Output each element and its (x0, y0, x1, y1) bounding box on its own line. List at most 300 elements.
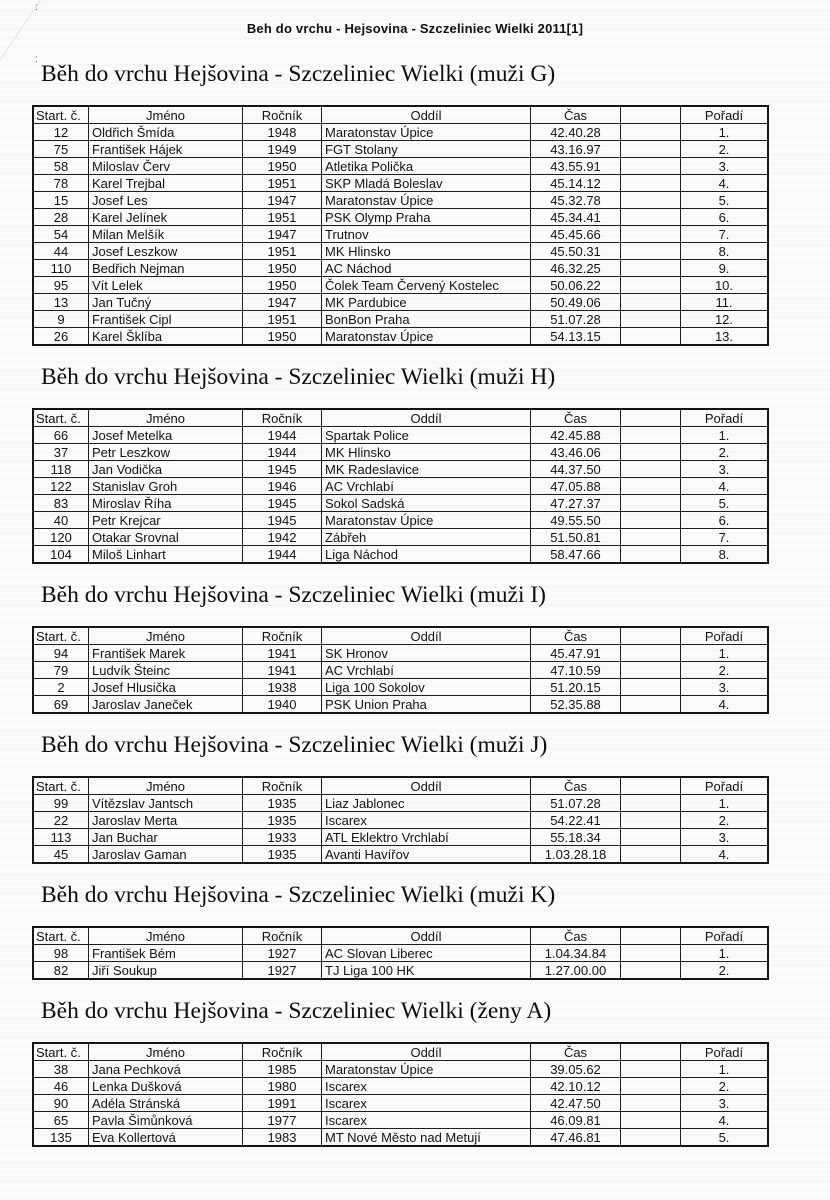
column-header: Čas (531, 777, 621, 795)
table-cell: 1935 (243, 846, 322, 864)
table-cell: 94 (33, 645, 89, 662)
table-cell: Iscarex (322, 1112, 531, 1129)
table-cell: 51.50.81 (531, 529, 621, 546)
table-cell: 42.45.88 (531, 427, 621, 444)
table-cell: 38 (33, 1061, 89, 1078)
table-cell: Adéla Stránská (89, 1095, 243, 1112)
table-cell: 3. (681, 158, 769, 175)
table-cell (621, 328, 681, 346)
table-row (33, 461, 768, 478)
table-cell (621, 1061, 681, 1078)
column-header: Čas (531, 1043, 621, 1061)
table-cell: František Hájek (89, 141, 243, 158)
table-row (33, 175, 768, 192)
table-cell: Miloslav Červ (89, 158, 243, 175)
table-cell: 26 (33, 328, 89, 346)
column-header (621, 927, 681, 945)
table-cell (621, 529, 681, 546)
table-cell: 47.46.81 (531, 1129, 621, 1147)
table-cell: 45.50.31 (531, 243, 621, 260)
table-cell: TJ Liga 100 HK (322, 962, 531, 980)
scan-artifact-mark: : (35, 2, 38, 13)
table-header (33, 106, 768, 124)
section-title: Běh do vrchu Hejšovina - Szczeliniec Wielki (muži G) (41, 61, 556, 87)
table-row (33, 260, 768, 277)
table-row (33, 829, 768, 846)
table-cell (621, 192, 681, 209)
table-cell: 55.18.34 (531, 829, 621, 846)
table-cell (621, 829, 681, 846)
table-cell: 1945 (243, 495, 322, 512)
table-cell: Miloš Linhart (89, 546, 243, 564)
section-muzi-k (32, 880, 830, 980)
table-cell: 8. (681, 243, 769, 260)
table-cell: Karel Trejbal (89, 175, 243, 192)
table-cell: 2. (681, 962, 769, 980)
table-cell: 104 (33, 546, 89, 564)
table-cell: 1948 (243, 124, 322, 141)
table-cell: 99 (33, 795, 89, 812)
table-row (33, 846, 768, 864)
table-cell (621, 1095, 681, 1112)
table-cell: 79 (33, 662, 89, 679)
table-cell (621, 696, 681, 714)
table-cell: SK Hronov (322, 645, 531, 662)
table-cell: 40 (33, 512, 89, 529)
table-cell: 1951 (243, 243, 322, 260)
table-cell: 3. (681, 829, 769, 846)
table-cell: 39.05.62 (531, 1061, 621, 1078)
column-header: Ročník (243, 627, 322, 645)
table-cell: 1.27.00.00 (531, 962, 621, 980)
table-cell: 1991 (243, 1095, 322, 1112)
table-cell: 15 (33, 192, 89, 209)
table-cell: AC Vrchlabí (322, 478, 531, 495)
column-header (621, 409, 681, 427)
column-header: Jméno (89, 106, 243, 124)
table-cell: Trutnov (322, 226, 531, 243)
column-header: Start. č. (33, 627, 89, 645)
table-cell: PSK Union Praha (322, 696, 531, 714)
table-cell: 50.49.06 (531, 294, 621, 311)
table-cell: 54.22.41 (531, 812, 621, 829)
table-cell: Jiří Soukup (89, 962, 243, 980)
section-muzi-j (32, 730, 830, 864)
table-cell: Karel Jelínek (89, 209, 243, 226)
table-cell: 1. (681, 124, 769, 141)
table-cell: AC Vrchlabí (322, 662, 531, 679)
table-cell: 46.09.81 (531, 1112, 621, 1129)
table-cell: 1947 (243, 192, 322, 209)
table-cell: Liga 100 Sokolov (322, 679, 531, 696)
table-cell: 1927 (243, 962, 322, 980)
table-cell (621, 141, 681, 158)
results-table (32, 776, 769, 864)
table-cell: Milan Melšík (89, 226, 243, 243)
table-cell: 1950 (243, 158, 322, 175)
column-header (621, 106, 681, 124)
table-row (33, 311, 768, 328)
table-cell: 1935 (243, 812, 322, 829)
table-cell: Lenka Dušková (89, 1078, 243, 1095)
table-cell: 5. (681, 1129, 769, 1147)
table-cell (621, 546, 681, 564)
table-cell: 1983 (243, 1129, 322, 1147)
table-cell: Jan Tučný (89, 294, 243, 311)
table-cell: Bedřich Nejman (89, 260, 243, 277)
section-muzi-i (32, 580, 830, 714)
table-cell: MK Pardubice (322, 294, 531, 311)
column-header: Pořadí (681, 627, 769, 645)
table-row (33, 226, 768, 243)
table-cell: 45.47.91 (531, 645, 621, 662)
table-cell: 1944 (243, 546, 322, 564)
table-cell: 98 (33, 945, 89, 962)
table-cell: SKP Mladá Boleslav (322, 175, 531, 192)
table-cell: 4. (681, 696, 769, 714)
column-header: Jméno (89, 1043, 243, 1061)
column-header: Start. č. (33, 106, 89, 124)
results-table (32, 408, 769, 564)
table-row (33, 1061, 768, 1078)
column-header: Ročník (243, 106, 322, 124)
table-cell: 7. (681, 226, 769, 243)
table-cell: 47.10.59 (531, 662, 621, 679)
table-row (33, 495, 768, 512)
table-cell: Vítězslav Jantsch (89, 795, 243, 812)
table-cell: František Cipl (89, 311, 243, 328)
column-header: Čas (531, 927, 621, 945)
table-cell: 5. (681, 495, 769, 512)
table-cell: Karel Šklíba (89, 328, 243, 346)
table-cell: 1951 (243, 175, 322, 192)
table-cell: 1945 (243, 512, 322, 529)
table-cell: 9. (681, 260, 769, 277)
column-header: Pořadí (681, 927, 769, 945)
table-cell (621, 124, 681, 141)
table-cell: 2. (681, 662, 769, 679)
table-cell: 50.06.22 (531, 277, 621, 294)
table-row (33, 277, 768, 294)
table-header (33, 777, 768, 795)
table-cell: 6. (681, 512, 769, 529)
table-cell: 1938 (243, 679, 322, 696)
table-cell: 2. (681, 444, 769, 461)
table-cell: 52.35.88 (531, 696, 621, 714)
column-header: Čas (531, 627, 621, 645)
results-table (32, 105, 769, 346)
table-cell: PSK Olymp Praha (322, 209, 531, 226)
table-cell: 58 (33, 158, 89, 175)
table-row (33, 962, 768, 980)
column-header (621, 1043, 681, 1061)
table-cell: Maratonstav Úpice (322, 512, 531, 529)
table-cell: 6. (681, 209, 769, 226)
table-cell (621, 294, 681, 311)
table-cell: 58.47.66 (531, 546, 621, 564)
table-cell (621, 478, 681, 495)
table-cell: 11. (681, 294, 769, 311)
column-header: Ročník (243, 927, 322, 945)
table-row (33, 158, 768, 175)
table-row (33, 679, 768, 696)
table-cell: 113 (33, 829, 89, 846)
column-header: Čas (531, 106, 621, 124)
table-cell: Jan Vodička (89, 461, 243, 478)
column-header: Pořadí (681, 1043, 769, 1061)
column-header: Ročník (243, 409, 322, 427)
table-cell (621, 444, 681, 461)
table-cell (621, 209, 681, 226)
table-cell: 1933 (243, 829, 322, 846)
table-cell (621, 461, 681, 478)
table-row (33, 427, 768, 444)
table-cell (621, 645, 681, 662)
column-header: Jméno (89, 777, 243, 795)
table-cell: 1941 (243, 645, 322, 662)
column-header: Oddíl (322, 777, 531, 795)
table-cell: Iscarex (322, 1095, 531, 1112)
table-cell: 135 (33, 1129, 89, 1147)
table-cell: Spartak Police (322, 427, 531, 444)
table-cell: Maratonstav Úpice (322, 192, 531, 209)
column-header: Start. č. (33, 1043, 89, 1061)
table-cell (621, 1078, 681, 1095)
table-cell: 54 (33, 226, 89, 243)
column-header: Jméno (89, 627, 243, 645)
table-cell: 1.03.28.18 (531, 846, 621, 864)
section-title: Běh do vrchu Hejšovina - Szczeliniec Wielki (muži H) (41, 364, 556, 390)
table-cell: 43.16.97 (531, 141, 621, 158)
table-cell: 9 (33, 311, 89, 328)
table-cell: Josef Leszkow (89, 243, 243, 260)
table-row (33, 192, 768, 209)
section-title: Běh do vrchu Hejšovina - Szczeliniec Wielki (ženy A) (41, 998, 552, 1024)
section-muzi-h (32, 362, 830, 564)
table-cell: 1935 (243, 795, 322, 812)
table-cell: 1927 (243, 945, 322, 962)
table-cell: 44.37.50 (531, 461, 621, 478)
table-cell: Vít Lelek (89, 277, 243, 294)
table-cell: 1944 (243, 444, 322, 461)
column-header: Oddíl (322, 1043, 531, 1061)
table-cell (621, 962, 681, 980)
column-header: Oddíl (322, 927, 531, 945)
table-cell: 12 (33, 124, 89, 141)
table-cell (621, 1112, 681, 1129)
table-cell (621, 812, 681, 829)
column-header: Oddíl (322, 106, 531, 124)
table-cell: 1. (681, 427, 769, 444)
table-cell: 13. (681, 328, 769, 346)
table-cell: 69 (33, 696, 89, 714)
table-cell: 4. (681, 1112, 769, 1129)
table-cell (621, 846, 681, 864)
table-row (33, 328, 768, 346)
table-cell: 65 (33, 1112, 89, 1129)
table-cell: 13 (33, 294, 89, 311)
section-title: Běh do vrchu Hejšovina - Szczeliniec Wielki (muži J) (41, 732, 548, 758)
table-cell: 1. (681, 645, 769, 662)
table-cell: 42.40.28 (531, 124, 621, 141)
table-cell: 1.04.34.84 (531, 945, 621, 962)
table-cell: 37 (33, 444, 89, 461)
table-cell: 1. (681, 795, 769, 812)
table-cell (621, 243, 681, 260)
table-cell (621, 662, 681, 679)
table-cell: 45.45.66 (531, 226, 621, 243)
table-cell: Pavla Šimůnková (89, 1112, 243, 1129)
table-cell (621, 226, 681, 243)
table-header (33, 409, 768, 427)
document-header-title: Beh do vrchu - Hejsovina - Szczeliniec Wielki 2011[1] (246, 21, 584, 36)
table-cell: 1941 (243, 662, 322, 679)
table-cell (621, 945, 681, 962)
table-row (33, 546, 768, 564)
column-header: Ročník (243, 777, 322, 795)
table-cell: Ludvík Šteinc (89, 662, 243, 679)
column-header: Oddíl (322, 409, 531, 427)
table-cell: 3. (681, 1095, 769, 1112)
table-cell: 45.32.78 (531, 192, 621, 209)
table-cell: 12. (681, 311, 769, 328)
table-cell: Iscarex (322, 812, 531, 829)
table-row (33, 512, 768, 529)
table-cell: 1949 (243, 141, 322, 158)
column-header (621, 777, 681, 795)
table-cell: 1951 (243, 311, 322, 328)
table-cell (621, 512, 681, 529)
table-cell: 82 (33, 962, 89, 980)
table-cell: 1977 (243, 1112, 322, 1129)
table-cell: AC Slovan Liberec (322, 945, 531, 962)
table-row (33, 243, 768, 260)
table-cell: 1950 (243, 277, 322, 294)
table-cell: 28 (33, 209, 89, 226)
table-cell: 54.13.15 (531, 328, 621, 346)
column-header (621, 627, 681, 645)
table-cell: 1951 (243, 209, 322, 226)
table-cell (621, 175, 681, 192)
table-cell: 45.14.12 (531, 175, 621, 192)
table-cell: 1950 (243, 328, 322, 346)
table-cell: 42.10.12 (531, 1078, 621, 1095)
table-cell: 1. (681, 1061, 769, 1078)
table-cell (621, 679, 681, 696)
table-row (33, 696, 768, 714)
table-cell: 46 (33, 1078, 89, 1095)
table-cell: MK Hlinsko (322, 243, 531, 260)
table-cell: 1. (681, 945, 769, 962)
table-cell: 1985 (243, 1061, 322, 1078)
table-cell: 5. (681, 192, 769, 209)
table-cell: 90 (33, 1095, 89, 1112)
table-cell: 1944 (243, 427, 322, 444)
section-title: Běh do vrchu Hejšovina - Szczeliniec Wielki (muži K) (41, 882, 556, 908)
results-table (32, 626, 769, 714)
document-body (0, 59, 830, 1147)
table-cell: Stanislav Groh (89, 478, 243, 495)
section-muzi-g (32, 59, 830, 346)
table-cell: Sokol Sadská (322, 495, 531, 512)
table-cell (621, 277, 681, 294)
table-cell: 43.55.91 (531, 158, 621, 175)
table-row (33, 529, 768, 546)
table-cell: 22 (33, 812, 89, 829)
table-cell: 2 (33, 679, 89, 696)
column-header: Ročník (243, 1043, 322, 1061)
table-cell: Josef Les (89, 192, 243, 209)
table-cell: František Bém (89, 945, 243, 962)
table-cell: Maratonstav Úpice (322, 124, 531, 141)
column-header: Oddíl (322, 627, 531, 645)
scan-artifact-mark: : (35, 54, 38, 65)
table-cell: 7. (681, 529, 769, 546)
table-cell: 2. (681, 812, 769, 829)
table-cell: 1945 (243, 461, 322, 478)
column-header: Pořadí (681, 409, 769, 427)
column-header: Čas (531, 409, 621, 427)
table-cell: 120 (33, 529, 89, 546)
table-cell: Josef Metelka (89, 427, 243, 444)
table-row (33, 209, 768, 226)
table-header (33, 1043, 768, 1061)
table-cell: 3. (681, 461, 769, 478)
table-cell: BonBon Praha (322, 311, 531, 328)
table-cell: 51.07.28 (531, 795, 621, 812)
table-cell: Čolek Team Červený Kostelec (322, 277, 531, 294)
table-cell: Josef Hlusička (89, 679, 243, 696)
table-cell: Jaroslav Merta (89, 812, 243, 829)
column-header: Start. č. (33, 927, 89, 945)
table-cell: 122 (33, 478, 89, 495)
table-row (33, 444, 768, 461)
table-cell (621, 311, 681, 328)
column-header: Start. č. (33, 777, 89, 795)
table-cell (621, 495, 681, 512)
table-cell: Maratonstav Úpice (322, 1061, 531, 1078)
table-row (33, 812, 768, 829)
table-cell: 3. (681, 679, 769, 696)
table-cell: 51.07.28 (531, 311, 621, 328)
table-cell (621, 260, 681, 277)
table-cell: 75 (33, 141, 89, 158)
table-cell (621, 795, 681, 812)
table-cell: 1940 (243, 696, 322, 714)
table-header (33, 627, 768, 645)
table-cell: 1947 (243, 294, 322, 311)
table-cell (621, 158, 681, 175)
table-cell: Jaroslav Gaman (89, 846, 243, 864)
table-cell: Otakar Srovnal (89, 529, 243, 546)
table-row (33, 124, 768, 141)
table-cell: 51.20.15 (531, 679, 621, 696)
table-cell: 78 (33, 175, 89, 192)
table-row (33, 1129, 768, 1147)
table-cell: 118 (33, 461, 89, 478)
table-row (33, 478, 768, 495)
results-table (32, 1042, 769, 1147)
table-cell: MK Radeslavice (322, 461, 531, 478)
table-cell: Jana Pechková (89, 1061, 243, 1078)
table-cell: Iscarex (322, 1078, 531, 1095)
column-header: Jméno (89, 927, 243, 945)
table-cell: AC Náchod (322, 260, 531, 277)
table-cell: 4. (681, 478, 769, 495)
table-cell: 49.55.50 (531, 512, 621, 529)
table-cell: MT Nové Město nad Metují (322, 1129, 531, 1147)
table-cell: ATL Eklektro Vrchlabí (322, 829, 531, 846)
